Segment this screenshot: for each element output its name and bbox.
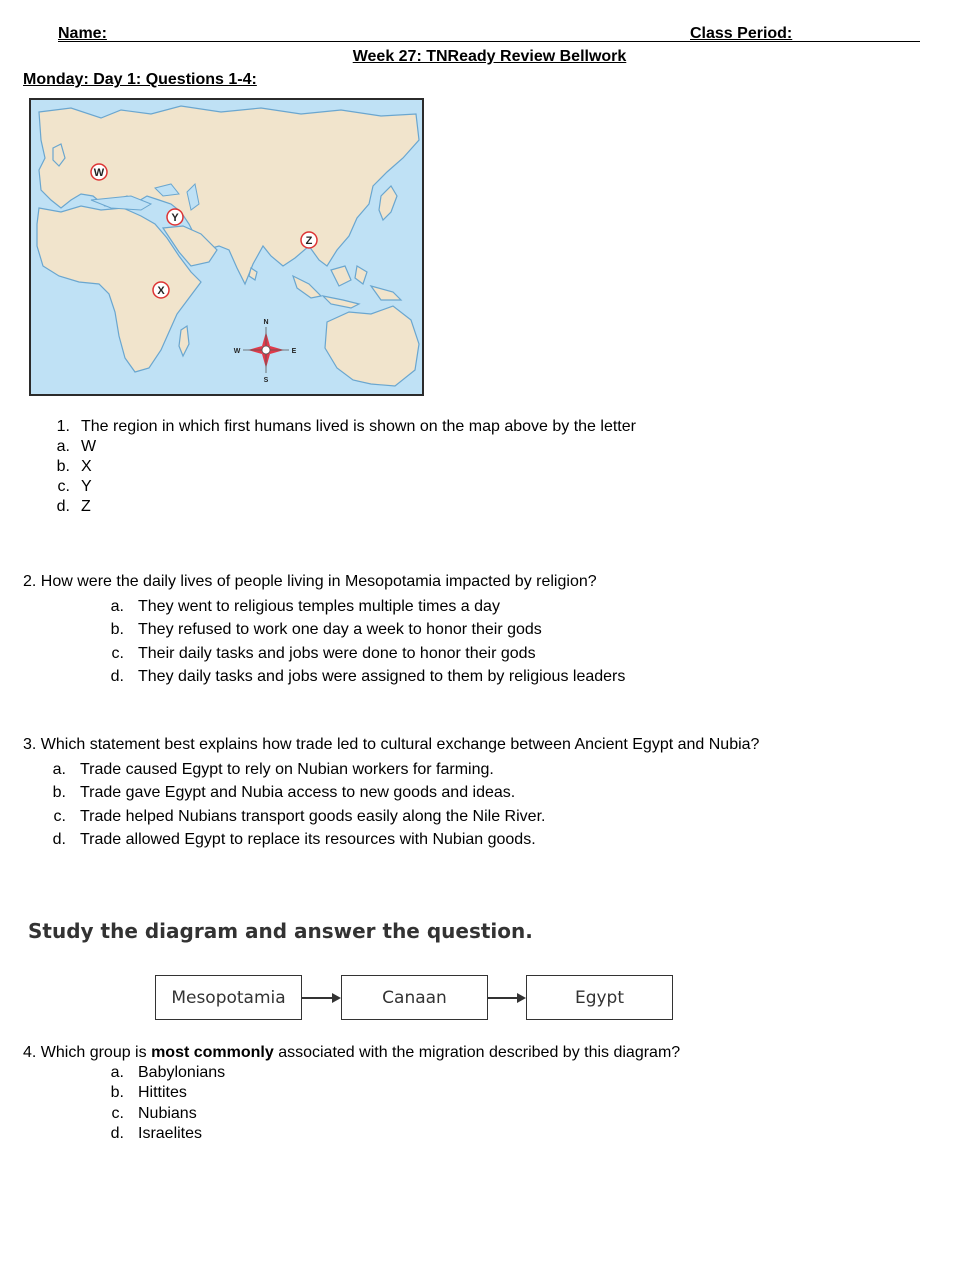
option-a: a. They went to religious temples multiple times a day (110, 598, 500, 615)
page-title: Week 27: TNReady Review Bellwork (352, 48, 627, 65)
day-heading: Monday: Day 1: Questions 1-4: (23, 71, 257, 88)
diagram-instruction: Study the diagram and answer the question. (28, 919, 533, 943)
diagram-box-canaan: Canaan (341, 975, 488, 1020)
map-marker-x (153, 282, 169, 298)
option-d: d. Israelites (110, 1124, 203, 1142)
map-marker-w (91, 164, 107, 180)
map-marker-y (167, 209, 183, 225)
emphasis-text: most commonly (151, 1044, 274, 1061)
svg-text:Y: Y (171, 212, 179, 224)
question-2-text: 2. How were the daily lives of people living in Mesopotamia impacted by religion? (23, 573, 597, 590)
compass-e: E (291, 348, 297, 355)
option-c: c. Y (57, 478, 92, 495)
question-number: 1. (56, 418, 70, 435)
option-a: a. Trade caused Egypt to rely on Nubian workers for farming. (52, 761, 494, 778)
svg-text:W: W (93, 167, 105, 179)
map-graphic (31, 100, 421, 393)
question-4-options (108, 1063, 225, 1144)
question-3-options (50, 758, 545, 851)
question-2-options (108, 595, 625, 688)
option-c: c. Trade helped Nubians transport goods easily along the Nile River. (53, 807, 546, 825)
question-text: The region in which first humans lived is shown on the map above by the letter (81, 418, 636, 435)
name-label: Name: (58, 25, 107, 42)
option-c: c. Their daily tasks and jobs were done to honor their gods (111, 644, 536, 662)
option-d: d. Z (56, 498, 91, 515)
svg-text:Z: Z (305, 235, 313, 247)
option-d: d. Trade allowed Egypt to replace its resources with Nubian goods. (52, 830, 536, 848)
compass-w: W (233, 348, 241, 355)
diagram-box-mesopotamia: Mesopotamia (155, 975, 302, 1020)
diagram-arrow-1 (302, 988, 342, 1008)
diagram-box-egypt: Egypt (526, 975, 673, 1020)
option-a: a. Babylonians (110, 1064, 226, 1081)
question-4-text: 4. Which group is most commonly associated with the migration described by this diagram? (23, 1044, 681, 1061)
map-marker-z (301, 232, 317, 248)
option-d: d. They daily tasks and jobs were assigned to them by religious leaders (110, 667, 626, 685)
compass-s: S (263, 377, 269, 384)
class-period-label: Class Period: (690, 25, 793, 42)
option-b: b. They refused to work one day a week to honor their gods (110, 621, 542, 639)
question-1 (52, 417, 636, 517)
compass-n: N (263, 319, 269, 326)
svg-text:X: X (157, 285, 165, 297)
option-a: a. W (56, 438, 97, 455)
question-3-text: 3. Which statement best explains how trade led to cultural exchange between Ancient Egypt and Nubia? (23, 736, 760, 753)
world-map (29, 98, 424, 396)
diagram-arrow-2 (487, 988, 527, 1008)
option-c: c. Nubians (111, 1104, 197, 1122)
option-b: b. X (56, 458, 92, 475)
option-b: b. Trade gave Egypt and Nubia access to new goods and ideas. (52, 784, 516, 802)
option-b: b. Hittites (110, 1084, 187, 1102)
